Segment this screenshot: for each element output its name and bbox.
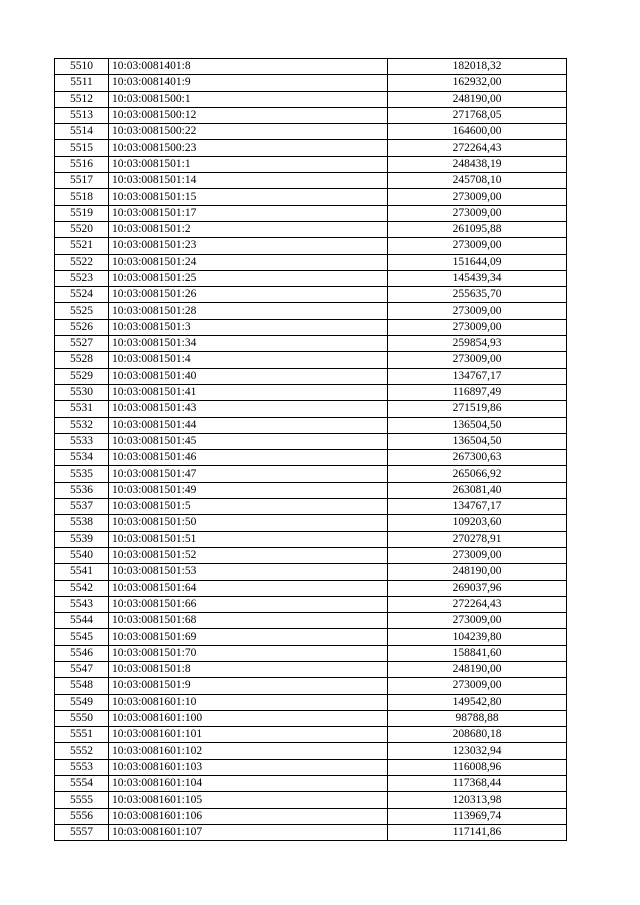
cadastral-number: 10:03:0081501:44	[109, 417, 388, 433]
cadastral-value: 98788,88	[388, 710, 567, 726]
row-number: 5555	[55, 792, 109, 808]
table-row	[55, 107, 567, 123]
cadastral-number: 10:03:0081601:107	[109, 824, 388, 840]
row-number: 5521	[55, 238, 109, 254]
row-number: 5529	[55, 368, 109, 384]
row-number: 5525	[55, 303, 109, 319]
table-row	[55, 303, 567, 319]
cadastral-number: 10:03:0081501:14	[109, 173, 388, 189]
table-row	[55, 254, 567, 270]
cadastral-number: 10:03:0081500:23	[109, 140, 388, 156]
cadastral-number: 10:03:0081500:1	[109, 91, 388, 107]
cadastral-value: 248190,00	[388, 661, 567, 677]
row-number: 5535	[55, 466, 109, 482]
table-row	[55, 173, 567, 189]
cadastral-number: 10:03:0081501:64	[109, 580, 388, 596]
row-number: 5556	[55, 808, 109, 824]
row-number: 5527	[55, 336, 109, 352]
cadastral-number: 10:03:0081501:4	[109, 352, 388, 368]
row-number: 5539	[55, 531, 109, 547]
cadastral-value: 136504,50	[388, 417, 567, 433]
cadastral-value: 134767,17	[388, 499, 567, 515]
cadastral-number: 10:03:0081601:106	[109, 808, 388, 824]
cadastral-number: 10:03:0081501:34	[109, 336, 388, 352]
row-number: 5528	[55, 352, 109, 368]
cadastral-number: 10:03:0081501:51	[109, 531, 388, 547]
table-row	[55, 417, 567, 433]
table-row	[55, 59, 567, 75]
table-row	[55, 694, 567, 710]
row-number: 5517	[55, 173, 109, 189]
table-row	[55, 221, 567, 237]
table-row	[55, 270, 567, 286]
cadastral-value: 272264,43	[388, 596, 567, 612]
table-row	[55, 547, 567, 563]
cadastral-value: 267300,63	[388, 450, 567, 466]
cadastral-number: 10:03:0081501:2	[109, 221, 388, 237]
table-row	[55, 124, 567, 140]
cadastral-number: 10:03:0081501:23	[109, 238, 388, 254]
cadastral-value: 248190,00	[388, 91, 567, 107]
cadastral-number: 10:03:0081501:45	[109, 433, 388, 449]
cadastral-number: 10:03:0081601:10	[109, 694, 388, 710]
row-number: 5511	[55, 75, 109, 91]
cadastral-value: 116897,49	[388, 384, 567, 400]
cadastral-value: 271519,86	[388, 401, 567, 417]
table-row	[55, 336, 567, 352]
cadastral-number: 10:03:0081500:22	[109, 124, 388, 140]
cadastral-value: 273009,00	[388, 303, 567, 319]
cadastral-value: 104239,80	[388, 629, 567, 645]
table-row	[55, 433, 567, 449]
table-row	[55, 238, 567, 254]
table-row	[55, 661, 567, 677]
table-row	[55, 384, 567, 400]
cadastral-number: 10:03:0081501:69	[109, 629, 388, 645]
row-number: 5534	[55, 450, 109, 466]
cadastral-value: 269037,96	[388, 580, 567, 596]
cadastral-number: 10:03:0081501:1	[109, 156, 388, 172]
cadastral-value: 245708,10	[388, 173, 567, 189]
table-row	[55, 710, 567, 726]
cadastral-number: 10:03:0081601:100	[109, 710, 388, 726]
cadastral-value: 273009,00	[388, 547, 567, 563]
table-row	[55, 759, 567, 775]
row-number: 5552	[55, 743, 109, 759]
row-number: 5541	[55, 564, 109, 580]
cadastral-value: 117141,86	[388, 824, 567, 840]
row-number: 5522	[55, 254, 109, 270]
cadastral-value: 273009,00	[388, 189, 567, 205]
table-row	[55, 91, 567, 107]
table-row	[55, 531, 567, 547]
cadastral-value: 164600,00	[388, 124, 567, 140]
row-number: 5515	[55, 140, 109, 156]
cadastral-value: 261095,88	[388, 221, 567, 237]
cadastral-value: 123032,94	[388, 743, 567, 759]
row-number: 5513	[55, 107, 109, 123]
table-row	[55, 319, 567, 335]
table-row	[55, 352, 567, 368]
cadastral-value: 162932,00	[388, 75, 567, 91]
table-row	[55, 629, 567, 645]
table-row	[55, 499, 567, 515]
cadastral-value: 109203,60	[388, 515, 567, 531]
cadastral-value: 136504,50	[388, 433, 567, 449]
cadastral-number: 10:03:0081501:50	[109, 515, 388, 531]
cadastral-number: 10:03:0081501:26	[109, 287, 388, 303]
table-row	[55, 727, 567, 743]
cadastral-value: 149542,80	[388, 694, 567, 710]
row-number: 5549	[55, 694, 109, 710]
row-number: 5544	[55, 613, 109, 629]
cadastral-value: 273009,00	[388, 613, 567, 629]
cadastral-number: 10:03:0081501:43	[109, 401, 388, 417]
cadastral-number: 10:03:0081401:9	[109, 75, 388, 91]
row-number: 5536	[55, 482, 109, 498]
row-number: 5510	[55, 59, 109, 75]
row-number: 5520	[55, 221, 109, 237]
cadastral-number: 10:03:0081601:101	[109, 727, 388, 743]
row-number: 5523	[55, 270, 109, 286]
cadastral-number: 10:03:0081601:105	[109, 792, 388, 808]
cadastral-value: 145439,34	[388, 270, 567, 286]
cadastral-value: 273009,00	[388, 205, 567, 221]
row-number: 5526	[55, 319, 109, 335]
cadastral-number: 10:03:0081501:41	[109, 384, 388, 400]
table-row	[55, 776, 567, 792]
cadastral-number: 10:03:0081501:3	[109, 319, 388, 335]
row-number: 5514	[55, 124, 109, 140]
cadastral-value: 151644,09	[388, 254, 567, 270]
cadastral-number: 10:03:0081601:104	[109, 776, 388, 792]
cadastral-number: 10:03:0081501:66	[109, 596, 388, 612]
row-number: 5524	[55, 287, 109, 303]
table-row	[55, 824, 567, 840]
cadastral-number: 10:03:0081501:25	[109, 270, 388, 286]
table-row	[55, 580, 567, 596]
row-number: 5533	[55, 433, 109, 449]
row-number: 5554	[55, 776, 109, 792]
row-number: 5551	[55, 727, 109, 743]
cadastral-value: 248190,00	[388, 564, 567, 580]
table-row	[55, 401, 567, 417]
table-row	[55, 515, 567, 531]
table-row	[55, 287, 567, 303]
row-number: 5542	[55, 580, 109, 596]
row-number: 5519	[55, 205, 109, 221]
table-row	[55, 75, 567, 91]
row-number: 5537	[55, 499, 109, 515]
cadastral-value: 255635,70	[388, 287, 567, 303]
row-number: 5532	[55, 417, 109, 433]
cadastral-number: 10:03:0081601:102	[109, 743, 388, 759]
cadastral-number: 10:03:0081501:24	[109, 254, 388, 270]
cadastral-value: 182018,32	[388, 59, 567, 75]
table-row	[55, 743, 567, 759]
row-number: 5548	[55, 678, 109, 694]
table-row	[55, 596, 567, 612]
cadastral-value-table	[54, 58, 567, 841]
table-row	[55, 189, 567, 205]
cadastral-value: 272264,43	[388, 140, 567, 156]
cadastral-number: 10:03:0081501:49	[109, 482, 388, 498]
cadastral-number: 10:03:0081501:47	[109, 466, 388, 482]
cadastral-value: 116008,96	[388, 759, 567, 775]
row-number: 5531	[55, 401, 109, 417]
cadastral-value: 265066,92	[388, 466, 567, 482]
cadastral-number: 10:03:0081501:28	[109, 303, 388, 319]
cadastral-value: 259854,93	[388, 336, 567, 352]
table-row	[55, 482, 567, 498]
cadastral-number: 10:03:0081501:40	[109, 368, 388, 384]
cadastral-number: 10:03:0081501:46	[109, 450, 388, 466]
cadastral-value: 263081,40	[388, 482, 567, 498]
row-number: 5550	[55, 710, 109, 726]
cadastral-value: 248438,19	[388, 156, 567, 172]
cadastral-value: 134767,17	[388, 368, 567, 384]
table-row	[55, 613, 567, 629]
cadastral-number: 10:03:0081501:5	[109, 499, 388, 515]
row-number: 5546	[55, 645, 109, 661]
row-number: 5557	[55, 824, 109, 840]
cadastral-value: 158841,60	[388, 645, 567, 661]
cadastral-number: 10:03:0081501:17	[109, 205, 388, 221]
table-row	[55, 564, 567, 580]
table-row	[55, 156, 567, 172]
cadastral-value: 120313,98	[388, 792, 567, 808]
row-number: 5516	[55, 156, 109, 172]
cadastral-value: 273009,00	[388, 238, 567, 254]
cadastral-number: 10:03:0081501:9	[109, 678, 388, 694]
cadastral-number: 10:03:0081501:70	[109, 645, 388, 661]
table-row	[55, 792, 567, 808]
cadastral-number: 10:03:0081501:68	[109, 613, 388, 629]
table-body	[55, 59, 567, 841]
row-number: 5547	[55, 661, 109, 677]
row-number: 5543	[55, 596, 109, 612]
cadastral-number: 10:03:0081601:103	[109, 759, 388, 775]
cadastral-value: 208680,18	[388, 727, 567, 743]
row-number: 5538	[55, 515, 109, 531]
cadastral-value: 273009,00	[388, 352, 567, 368]
cadastral-number: 10:03:0081501:52	[109, 547, 388, 563]
row-number: 5545	[55, 629, 109, 645]
row-number: 5518	[55, 189, 109, 205]
table-row	[55, 368, 567, 384]
cadastral-number: 10:03:0081500:12	[109, 107, 388, 123]
table-row	[55, 205, 567, 221]
cadastral-value: 270278,91	[388, 531, 567, 547]
table-row	[55, 645, 567, 661]
cadastral-value: 117368,44	[388, 776, 567, 792]
table-row	[55, 466, 567, 482]
cadastral-number: 10:03:0081401:8	[109, 59, 388, 75]
cadastral-value: 273009,00	[388, 678, 567, 694]
cadastral-value: 113969,74	[388, 808, 567, 824]
cadastral-value: 273009,00	[388, 319, 567, 335]
cadastral-number: 10:03:0081501:53	[109, 564, 388, 580]
cadastral-number: 10:03:0081501:15	[109, 189, 388, 205]
row-number: 5512	[55, 91, 109, 107]
table-row	[55, 140, 567, 156]
table-row	[55, 678, 567, 694]
row-number: 5540	[55, 547, 109, 563]
table-row	[55, 808, 567, 824]
cadastral-value: 271768,05	[388, 107, 567, 123]
row-number: 5530	[55, 384, 109, 400]
table-row	[55, 450, 567, 466]
row-number: 5553	[55, 759, 109, 775]
cadastral-number: 10:03:0081501:8	[109, 661, 388, 677]
